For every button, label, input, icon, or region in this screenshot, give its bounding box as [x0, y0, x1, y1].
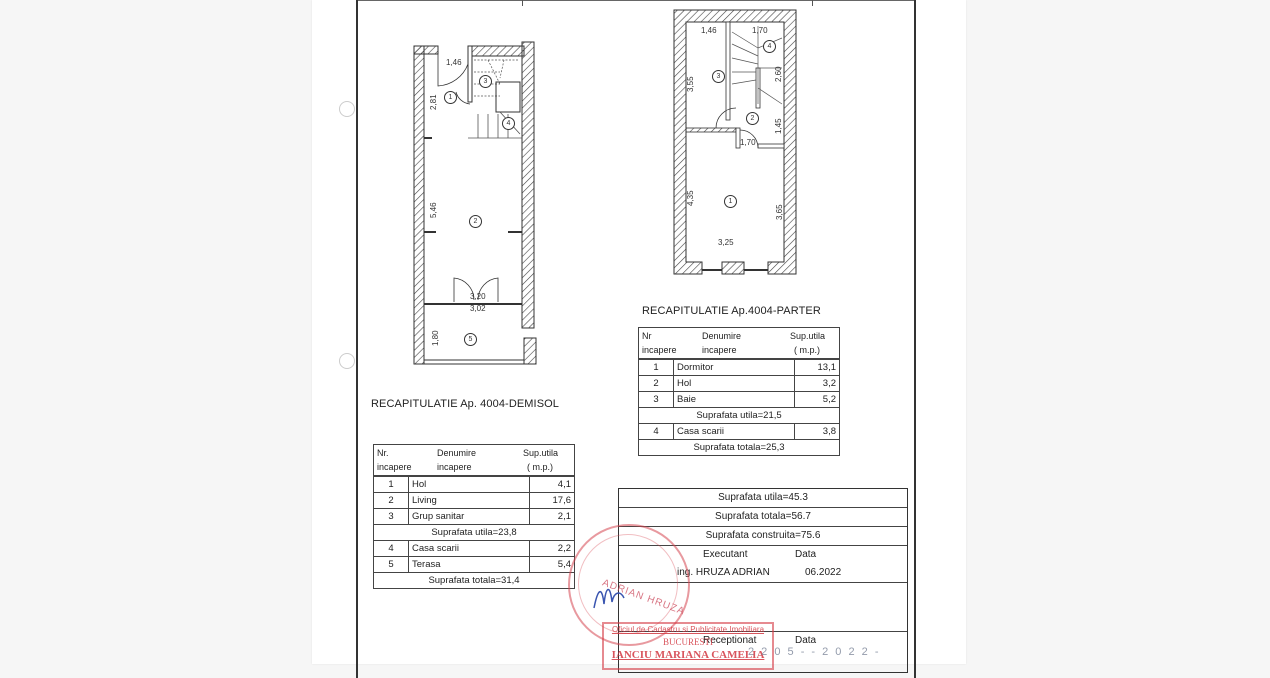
header-nr: incapere — [642, 345, 677, 355]
data-label: Data — [795, 549, 817, 560]
room-name: Terasa — [409, 557, 530, 573]
receptionat-data-label: Data — [795, 635, 817, 646]
room-number: 2 — [746, 112, 759, 125]
stamp-text: ADRIAN HRUZA — [600, 577, 687, 618]
room-name: Casa scarii — [409, 541, 530, 557]
room-nr: 4 — [639, 424, 674, 440]
parter-recap-table — [638, 327, 840, 456]
room-area: 17,6 — [530, 493, 575, 509]
room-area: 3,8 — [795, 424, 840, 440]
demisol-recap-table — [373, 444, 575, 589]
room-number: 1 — [444, 91, 457, 104]
dim-label: 2,60 — [774, 66, 783, 82]
office-line-2: BUCURESTI — [662, 637, 713, 647]
room-area: 3,2 — [795, 376, 840, 392]
dim-label: 3,02 — [470, 304, 486, 313]
room-nr: 2 — [374, 493, 409, 509]
room-name: Living — [409, 493, 530, 509]
executant-date: 06.2022 — [805, 567, 842, 578]
table-row — [639, 359, 840, 376]
handwritten-date: 2 2 0 5 - - 2 0 2 2 - — [748, 646, 881, 658]
dim-label: 1,80 — [431, 330, 440, 346]
room-number: 5 — [464, 333, 477, 346]
parter-floor-plan — [672, 8, 800, 276]
header-nr: Nr. — [377, 448, 389, 458]
header-sup: ( m.p.) — [527, 462, 553, 472]
office-line-1: Oficiul de Cadastru si Publicitate Imobiliara — [611, 625, 765, 634]
room-nr: 2 — [639, 376, 674, 392]
room-number: 3 — [479, 75, 492, 88]
table-row — [374, 509, 575, 525]
header-name: Denumire — [702, 331, 742, 341]
demisol-table-title: RECAPITULATIE Ap. 4004-DEMISOL — [371, 398, 560, 410]
subtotal-row: Suprafata utila=21,5 — [639, 408, 840, 424]
room-name: Grup sanitar — [409, 509, 530, 525]
room-area: 2,1 — [530, 509, 575, 525]
dim-label: 3,65 — [775, 204, 784, 220]
room-number: 1 — [724, 195, 737, 208]
summary-construita: Suprafata construita=75.6 — [619, 527, 907, 546]
frame-tick — [812, 0, 813, 6]
table-row — [374, 476, 575, 493]
dim-label: 5,46 — [429, 202, 438, 218]
room-area: 2,2 — [530, 541, 575, 557]
punch-hole — [339, 101, 355, 117]
subtotal-row: Suprafata utila=23,8 — [374, 525, 575, 541]
table-row — [639, 392, 840, 408]
table-row — [374, 557, 575, 573]
table-row — [374, 493, 575, 509]
document-page — [312, 0, 966, 664]
dim-label: 3,25 — [718, 238, 734, 247]
office-line-3: IANCIU MARIANA CAMELIA — [611, 649, 765, 661]
room-number: 3 — [712, 70, 725, 83]
dim-label: 2,81 — [429, 94, 438, 110]
room-number: 4 — [502, 117, 515, 130]
header-sup: ( m.p.) — [794, 345, 820, 355]
room-number: 2 — [469, 215, 482, 228]
table-row — [639, 376, 840, 392]
punch-hole — [339, 353, 355, 369]
signature-icon — [590, 578, 630, 618]
dim-label: 1,70 — [752, 26, 768, 35]
summary-totala: Suprafata totala=56.7 — [619, 508, 907, 527]
room-area: 5,4 — [530, 557, 575, 573]
room-area: 5,2 — [795, 392, 840, 408]
dim-label: 1,46 — [446, 58, 462, 67]
table-row — [374, 541, 575, 557]
total-row: Suprafata totala=31,4 — [374, 573, 575, 589]
header-name: Denumire — [437, 448, 477, 458]
header-nr: Nr — [642, 331, 652, 341]
room-nr: 3 — [374, 509, 409, 525]
room-nr: 3 — [639, 392, 674, 408]
header-nr: incapere — [377, 462, 412, 472]
header-name: incapere — [437, 462, 472, 472]
room-name: Hol — [674, 376, 795, 392]
dim-label: 1,45 — [774, 118, 783, 134]
room-nr: 4 — [374, 541, 409, 557]
room-number: 4 — [763, 40, 776, 53]
executant-label: Executant — [703, 549, 748, 560]
room-nr: 5 — [374, 557, 409, 573]
room-name: Casa scarii — [674, 424, 795, 440]
summary-utila: Suprafata utila=45.3 — [619, 489, 907, 508]
room-name: Dormitor — [674, 359, 795, 376]
room-name: Hol — [409, 476, 530, 493]
room-name: Baie — [674, 392, 795, 408]
dim-label: 1,70 — [740, 138, 756, 147]
frame-top-line — [358, 0, 914, 2]
room-nr: 1 — [374, 476, 409, 493]
dim-label: 3,55 — [686, 76, 695, 92]
room-area: 4,1 — [530, 476, 575, 493]
header-name: incapere — [702, 345, 737, 355]
dim-label: 4,35 — [686, 190, 695, 206]
room-area: 13,1 — [795, 359, 840, 376]
header-sup: Sup.utila — [790, 331, 826, 341]
parter-table-title: RECAPITULATIE Ap.4004-PARTER — [642, 305, 821, 317]
total-row: Suprafata totala=25,3 — [639, 440, 840, 456]
receptionat-label: Receptionat — [703, 635, 757, 646]
dim-label: 1,46 — [701, 26, 717, 35]
room-nr: 1 — [639, 359, 674, 376]
dim-label: 3,20 — [470, 292, 486, 301]
executant-name: ing. HRUZA ADRIAN — [677, 567, 770, 578]
table-row — [639, 424, 840, 440]
header-sup: Sup.utila — [523, 448, 559, 458]
frame-tick — [522, 0, 523, 6]
